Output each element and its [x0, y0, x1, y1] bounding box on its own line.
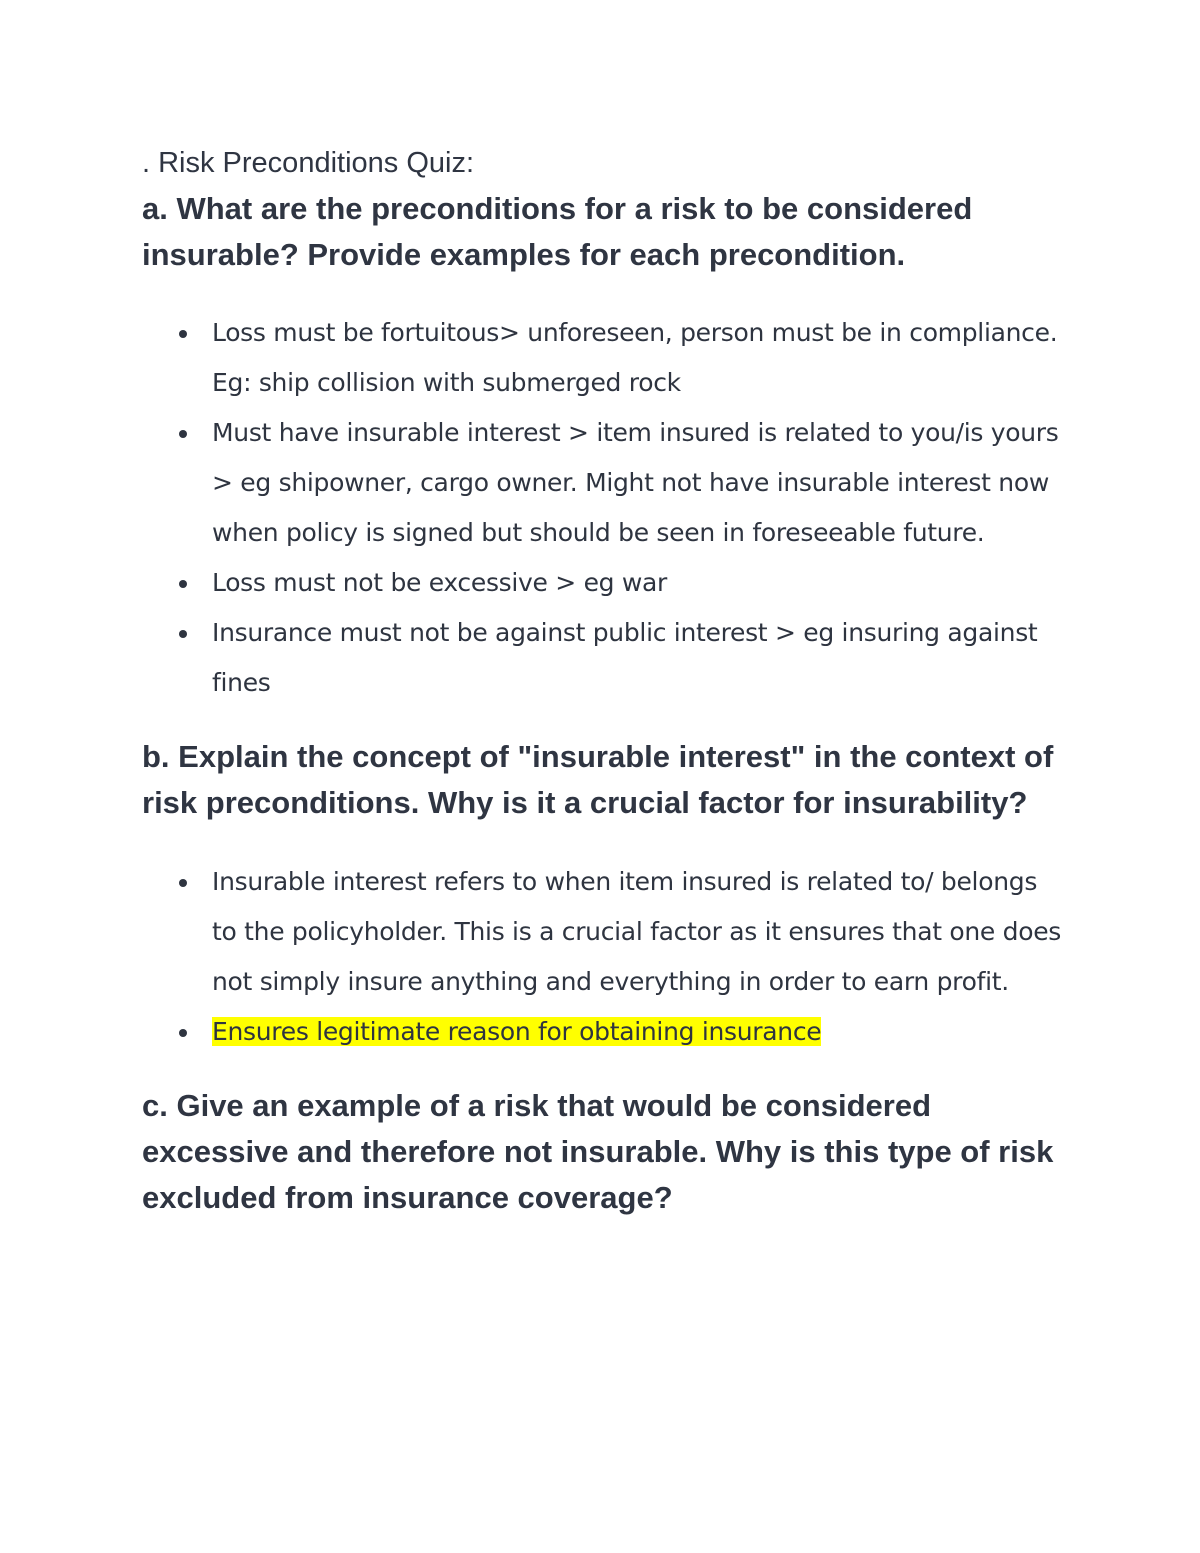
list-item: [142, 408, 1062, 558]
list-item: [142, 857, 1062, 1007]
list-item: [142, 308, 1062, 408]
list-item: [142, 1007, 1062, 1057]
bullet-icon: [179, 1029, 187, 1037]
answer-text: Insurable interest refers to when item insured is related to/ belongs to the policyholder. This is a crucial factor as it ensures that one does not simply insure anything and everything in order to earn profit.: [212, 867, 1062, 996]
question-c: c. Give an example of a risk that would be considered excessive and therefore not insurable. Why is this type of risk excluded from insurance coverage?: [142, 1088, 1054, 1215]
list-item: [142, 558, 1062, 608]
question-a: a. What are the preconditions for a risk to be considered insurable? Provide examples for each precondition.: [142, 191, 973, 272]
list-item: [142, 608, 1062, 708]
bullet-icon: [179, 330, 187, 338]
answer-text: Loss must not be excessive > eg war: [212, 568, 668, 597]
bullet-icon: [179, 630, 187, 638]
bullet-icon: [179, 879, 187, 887]
question-b: b. Explain the concept of "insurable interest" in the context of risk preconditions. Why is it a crucial factor for insurability?: [142, 739, 1054, 820]
answer-list-a: [142, 308, 1062, 708]
highlighted-answer-text: Ensures legitimate reason for obtaining insurance: [212, 1017, 822, 1046]
document-page: [142, 140, 1062, 1221]
answer-list-b: [142, 857, 1062, 1057]
bullet-icon: [179, 580, 187, 588]
answer-text: Must have insurable interest > item insured is related to you/is yours > eg shipowner, cargo owner. Might not have insurable interest now when policy is signed but should be seen in foreseeable future.: [212, 418, 1059, 547]
answer-text: Insurance must not be against public interest > eg insuring against fines: [212, 618, 1038, 697]
answer-text: Loss must be fortuitous> unforeseen, person must be in compliance. Eg: ship collision with submerged rock: [212, 318, 1058, 397]
quiz-title: . Risk Preconditions Quiz:: [142, 147, 475, 179]
bullet-icon: [179, 430, 187, 438]
